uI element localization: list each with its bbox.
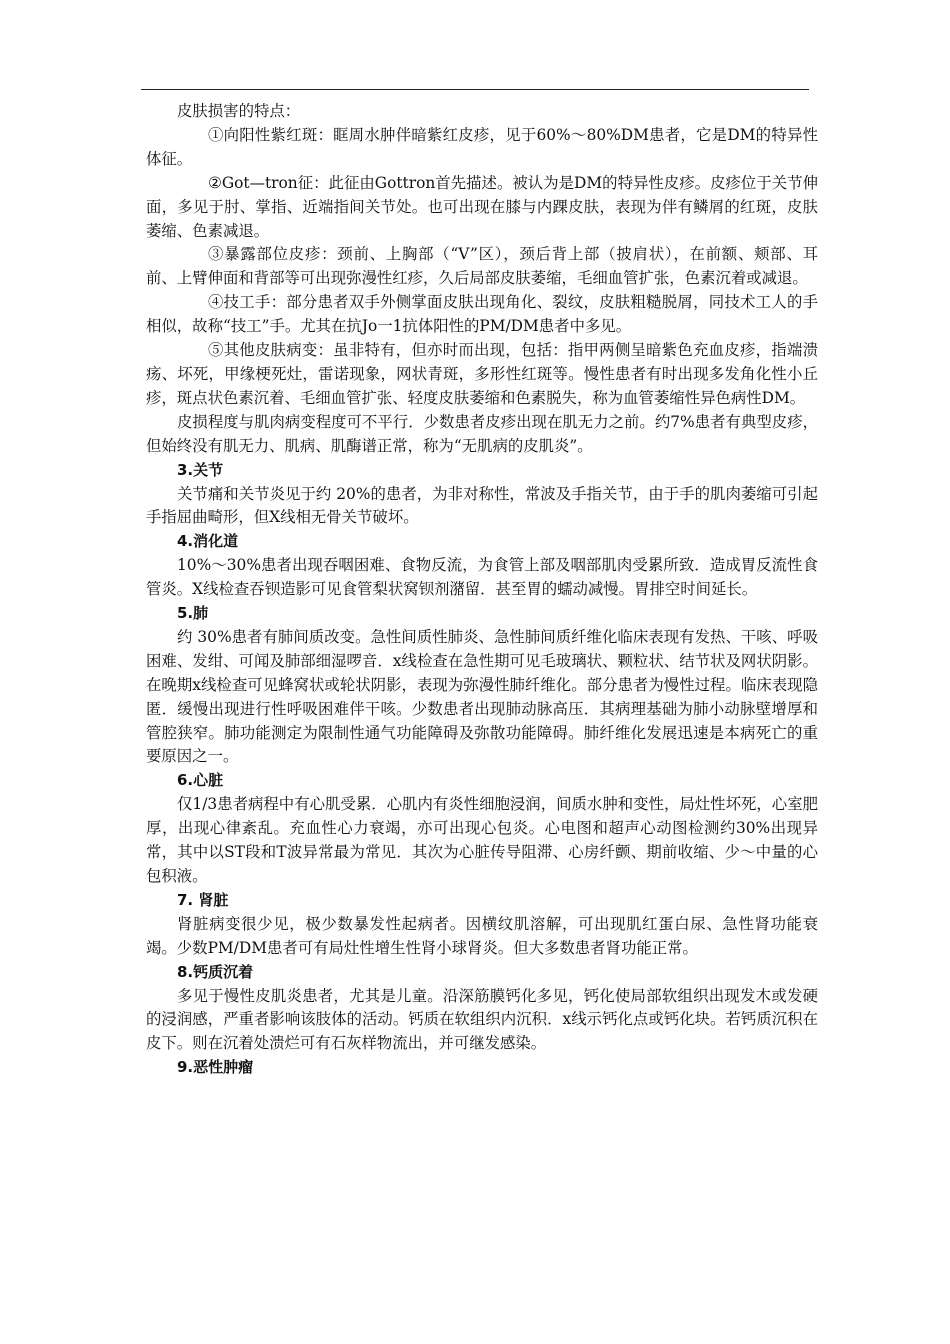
skin-item-exposed-area-rash: ③暴露部位皮疹：颈前、上胸部（“V”区），颈后背上部（披肩状），在前额、颊部、耳前、上臂伸面和背部等可出现弥漫性红疹，久后局部皮肤萎缩，毛细血管扩张，色素沉着或减退。 (146, 245, 818, 288)
section-body-heart: 仅1/3患者病程中有心肌受累．心肌内有炎性细胞浸润，间质水肿和变性，局灶性坏死，心室肥厚，出现心律紊乱。充血性心力衰竭，亦可出现心包炎。心电图和超声心动图检测约30%出现异常，其中以ST段和T波异常最为常见．其次为心脏传导阻滞、心房纤颤、期前收缩、少～中量的心包积液。 (146, 795, 818, 885)
skin-severity-paragraph: 皮损程度与肌肉病变程度可不平行．少数患者皮疹出现在肌无力之前。约7%患者有典型皮疹，但始终没有肌无力、肌病、肌酶谱正常，称为“无肌病的皮肌炎”。 (146, 412, 818, 455)
section-body-joints: 关节痛和关节炎见于约 20%的患者，为非对称性，常波及手指关节，由于手的肌肉萎缩可引起手指屈曲畸形，但X线相无骨关节破坏。 (146, 484, 818, 527)
header-rule (141, 89, 809, 90)
section-body-lung: 约 30%患者有肺间质改变。急性间质性肺炎、急性肺间质纤维化临床表现有发热、干咳、呼吸困难、发绀、可闻及肺部细湿啰音．x线检查在急性期可见毛玻璃状、颗粒状、结节状及网状阴影。在晚期x线检查可见蜂窝状或轮状阴影，表现为弥漫性肺纤维化。部分患者为慢性过程。临床表现隐匿．缓慢出现进行性呼吸困难伴干咳。少数患者出现肺动脉高压．其病理基础为肺小动脉壁增厚和管腔狭窄。肺功能测定为限制性通气功能障碍及弥散功能障碍。肺纤维化发展迅速是本病死亡的重要原因之一。 (146, 627, 818, 766)
section-heading-calcinosis: 8.钙质沉着 (177, 962, 254, 981)
section-heading-malignancy: 9.恶性肿瘤 (177, 1058, 254, 1077)
skin-item-heliotrope-rash: ①向阳性紫红斑：眶周水肿伴暗紫红皮疹，见于60%～80%DM患者，它是DM的特异性体征。 (146, 125, 818, 168)
section-heading-kidney: 7. 肾脏 (177, 890, 229, 909)
section-heading-joints: 3.关节 (177, 460, 224, 479)
section-heading-lung: 5.肺 (177, 604, 209, 623)
section-body-calcinosis: 多见于慢性皮肌炎患者，尤其是儿童。沿深筋膜钙化多见，钙化使局部软组织出现发木或发硬的浸润感，严重者影响该肢体的活动。钙质在软组织内沉积．x线示钙化点或钙化块。若钙质沉积在皮下。则在沉着处溃烂可有石灰样物流出，并可继发感染。 (146, 986, 818, 1053)
skin-item-other-lesions: ⑤其他皮肤病变：虽非特有，但亦时而出现，包括：指甲两侧呈暗紫色充血皮疹，指端溃疡、坏死，甲缘梗死灶，雷诺现象，网状青斑，多形性红斑等。慢性患者有时出现多发角化性小丘疹，斑点状色素沉着、毛细血管扩张、轻度皮肤萎缩和色素脱失，称为血管萎缩性异色病性DM。 (146, 341, 818, 407)
skin-lesion-intro: 皮肤损害的特点： (177, 102, 301, 120)
skin-item-gottron-sign: ②Got—tron征：此征由Gottron首先描述。被认为是DM的特异性皮疹。皮疹位于关节伸面，多见于肘、掌指、近端指间关节处。也可出现在膝与内踝皮肤，表现为伴有鳞屑的红斑，皮肤萎缩、色素减退。 (146, 173, 818, 240)
section-heading-digestive: 4.消化道 (177, 532, 239, 551)
section-heading-heart: 6.心脏 (177, 771, 224, 790)
section-body-digestive: 10%～30%患者出现吞咽困难、食物反流，为食管上部及咽部肌肉受累所致．造成胃反流性食管炎。X线检查吞钡造影可见食管梨状窝钡剂潴留．甚至胃的蠕动减慢。胃排空时间延长。 (146, 556, 818, 599)
skin-item-mechanic-hands: ④技工手：部分患者双手外侧掌面皮肤出现角化、裂纹，皮肤粗糙脱屑，同技术工人的手相似，故称“技工”手。尤其在抗Jo一1抗体阳性的PM/DM患者中多见。 (146, 293, 818, 336)
document-body (146, 100, 818, 1080)
section-body-kidney: 肾脏病变很少见，极少数暴发性起病者。因横纹肌溶解，可出现肌红蛋白尿、急性肾功能衰竭。少数PM/DM患者可有局灶性增生性肾小球肾炎。但大多数患者肾功能正常。 (146, 914, 818, 957)
